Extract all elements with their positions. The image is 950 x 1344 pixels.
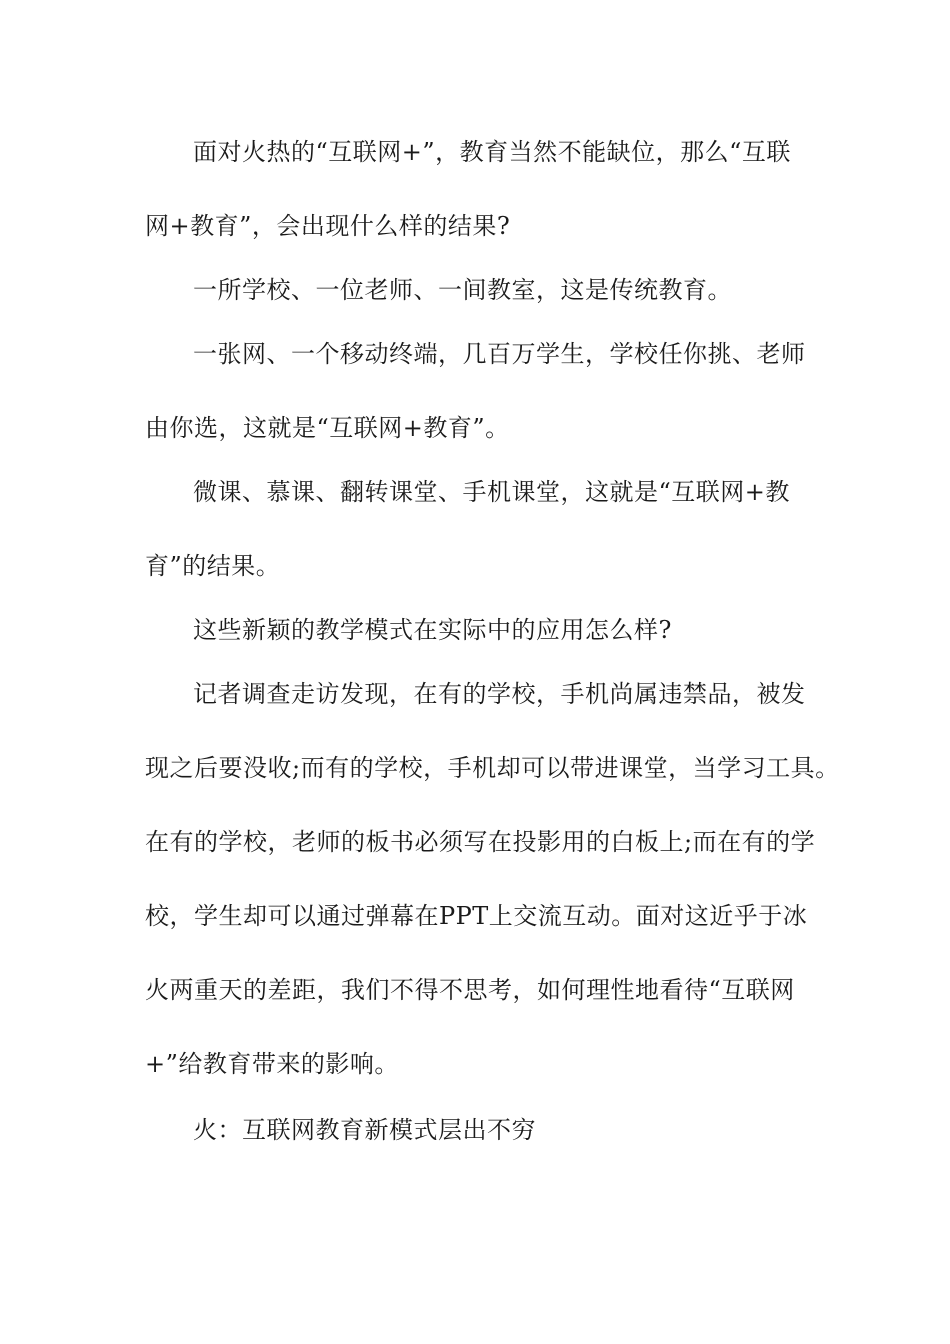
paragraph-line: 面对火热的“互联网+”，教育当然不能缺位，那么“互联 [193, 138, 791, 166]
paragraph-line: 校，学生却可以通过弹幕在PPT上交流互动。面对这近乎于冰 [145, 902, 808, 930]
paragraph-line: 现之后要没收;而有的学校，手机却可以带进课堂，当学习工具。 [145, 754, 840, 782]
paragraph-line: 一张网、一个移动终端，几百万学生，学校任你挑、老师 [193, 340, 806, 368]
paragraph-line: 记者调查走访发现，在有的学校，手机尚属违禁品，被发 [193, 680, 806, 708]
paragraph-line: 由你选，这就是“互联网+教育”。 [145, 414, 510, 442]
paragraph-line: 育”的结果。 [145, 552, 281, 580]
section-heading: 火：互联网教育新模式层出不穷 [193, 1116, 536, 1144]
paragraph-line: +”给教育带来的影响。 [145, 1050, 399, 1078]
paragraph-line: 火两重天的差距，我们不得不思考，如何理性地看待“互联网 [145, 976, 795, 1004]
paragraph-line: 这些新颖的教学模式在实际中的应用怎么样? [193, 616, 672, 644]
paragraph-line: 网+教育”，会出现什么样的结果? [145, 212, 511, 240]
paragraph-line: 一所学校、一位老师、一间教室，这是传统教育。 [193, 276, 732, 304]
paragraph-line: 在有的学校，老师的板书必须写在投影用的白板上;而在有的学 [145, 828, 816, 856]
paragraph-line: 微课、慕课、翻转课堂、手机课堂，这就是“互联网+教 [193, 478, 790, 506]
